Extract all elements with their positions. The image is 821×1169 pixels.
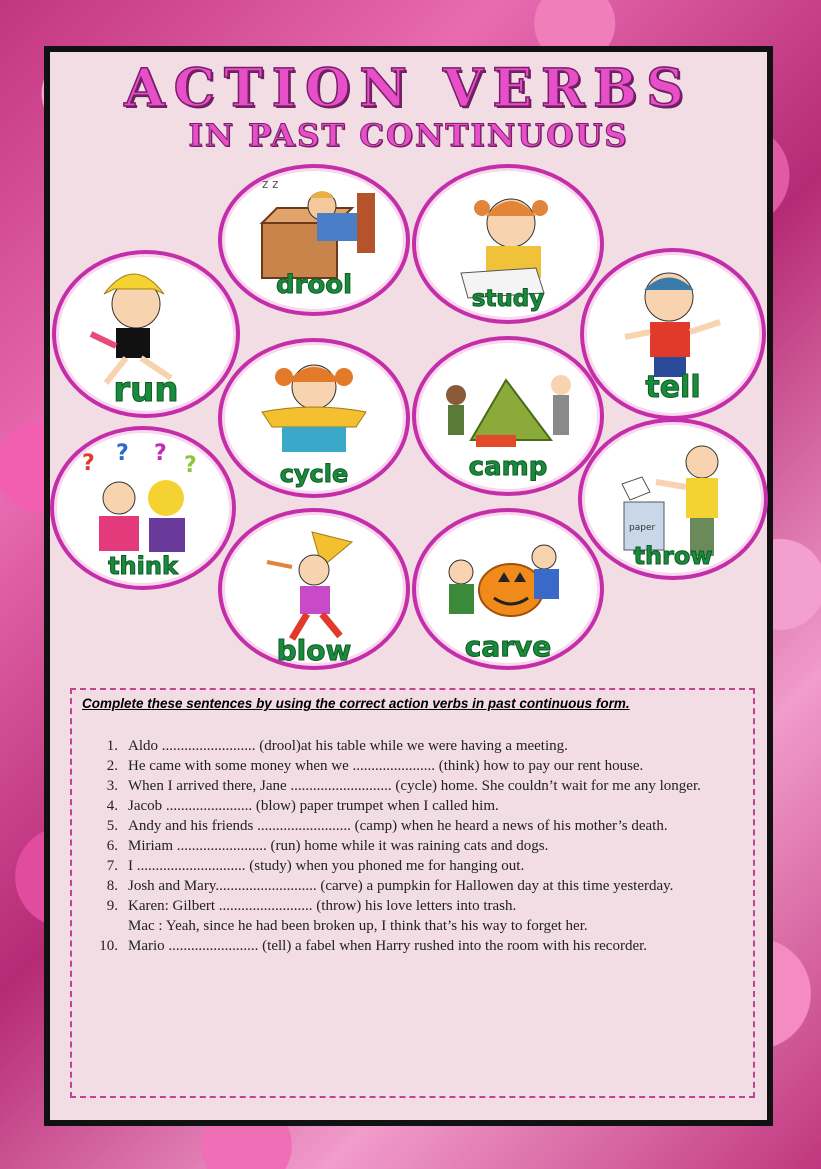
verb-bubble-blow (218, 508, 410, 670)
sentence-item (92, 896, 742, 936)
sentence-text-block (128, 896, 742, 936)
sentence-item (92, 936, 742, 956)
svg-text:?: ? (82, 451, 95, 476)
worksheet (44, 46, 773, 1126)
verb-bubble-throw (578, 418, 768, 580)
sentence-text-block (128, 796, 742, 816)
worksheet-subtitle: IN PAST CONTINUOUS (188, 118, 629, 154)
exercise-instructions: Complete these sentences by using the correct action verbs in past continuous form. (82, 696, 630, 711)
verb-label-blow: blow (276, 634, 352, 667)
verb-label-run: run (113, 370, 179, 410)
sentence-text: Aldo ......................... (drool)at his table while we were having a meeting. (128, 738, 568, 754)
sentence-item (92, 796, 742, 816)
sentence-text-block (128, 816, 742, 836)
sentence-reply: Mac : Yeah, since he had been broken up, I think that’s his way to forget her. (128, 918, 588, 934)
sentence-number: 7. (106, 858, 118, 874)
sentence-item (92, 816, 742, 836)
sentence-text: Karen: Gilbert ......................... (throw) his love letters into trash. (128, 898, 517, 914)
sentence-text-block (128, 756, 742, 776)
svg-text:z z: z z (262, 177, 279, 191)
verb-label-throw: throw (633, 542, 713, 570)
sentence-text: Andy and his friends ......................... (camp) when he heard a news of his mother’s death. (128, 818, 668, 834)
verb-bubble-tell (580, 248, 766, 420)
sentence-text-block (128, 776, 742, 796)
sentence-item (92, 776, 742, 796)
sentence-number: 2. (106, 758, 118, 774)
verb-label-cycle: cycle (279, 460, 349, 488)
sentence-item (92, 856, 742, 876)
verb-label-study: study (471, 286, 545, 312)
worksheet-title: ACTION VERBS (124, 58, 693, 119)
sentence-text: Mario ........................ (tell) a fabel when Harry rushed into the room with his recorder. (128, 938, 648, 954)
sentence-number: 10. (99, 938, 118, 954)
verb-bubble-cycle (218, 338, 410, 498)
sentence-number: 6. (106, 838, 118, 854)
sentence-item (92, 756, 742, 776)
sentence-text-block (128, 836, 742, 856)
verb-bubble-drool (218, 164, 410, 316)
verb-label-think: think (108, 552, 178, 580)
verb-bubble-carve (412, 508, 604, 670)
sentence-number: 4. (106, 798, 118, 814)
sentence-number: 3. (106, 778, 118, 794)
sentence-text-block (128, 936, 742, 956)
verb-label-carve: carve (464, 630, 552, 663)
sentence-item (92, 836, 742, 856)
sentence-text-block (128, 876, 742, 896)
verb-bubble-run (52, 250, 240, 418)
verb-label-tell: tell (645, 370, 701, 405)
sentence-text: Jacob ....................... (blow) paper trumpet when I called him. (128, 798, 499, 814)
sentence-text: He came with some money when we ...................... (think) how to pay our rent house. (128, 758, 644, 774)
sentence-item (92, 736, 742, 756)
verb-bubble-camp (412, 336, 604, 496)
svg-text:?: ? (116, 441, 129, 466)
sentence-text: Miriam ........................ (run) home while it was raining cats and dogs. (128, 838, 549, 854)
sentence-text: I ............................. (study) when you phoned me for hanging out. (128, 858, 525, 874)
verb-bubble-study (412, 164, 604, 324)
sentence-list (92, 736, 742, 956)
worksheet-inner (50, 52, 767, 1120)
svg-text:?: ? (184, 453, 197, 478)
sentence-text: Josh and Mary........................... (carve) a pumpkin for Hallowen day at this time yesterday. (128, 878, 674, 894)
sentence-text: When I arrived there, Jane ........................... (cycle) home. She couldn’t wait for me any longer. (128, 778, 701, 794)
sentence-number: 8. (106, 878, 118, 894)
sentence-number: 5. (106, 818, 118, 834)
sentence-item (92, 876, 742, 896)
sentence-text-block (128, 856, 742, 876)
verb-label-drool: drool (275, 270, 353, 300)
verb-label-camp: camp (468, 452, 548, 482)
sentence-number: 9. (106, 898, 118, 914)
sentence-text-block (128, 736, 742, 756)
svg-text:?: ? (154, 441, 167, 466)
verb-bubble-think (50, 426, 236, 590)
exercise-box (70, 688, 755, 1098)
svg-text:paper: paper (629, 523, 656, 533)
sentence-number: 1. (106, 738, 118, 754)
